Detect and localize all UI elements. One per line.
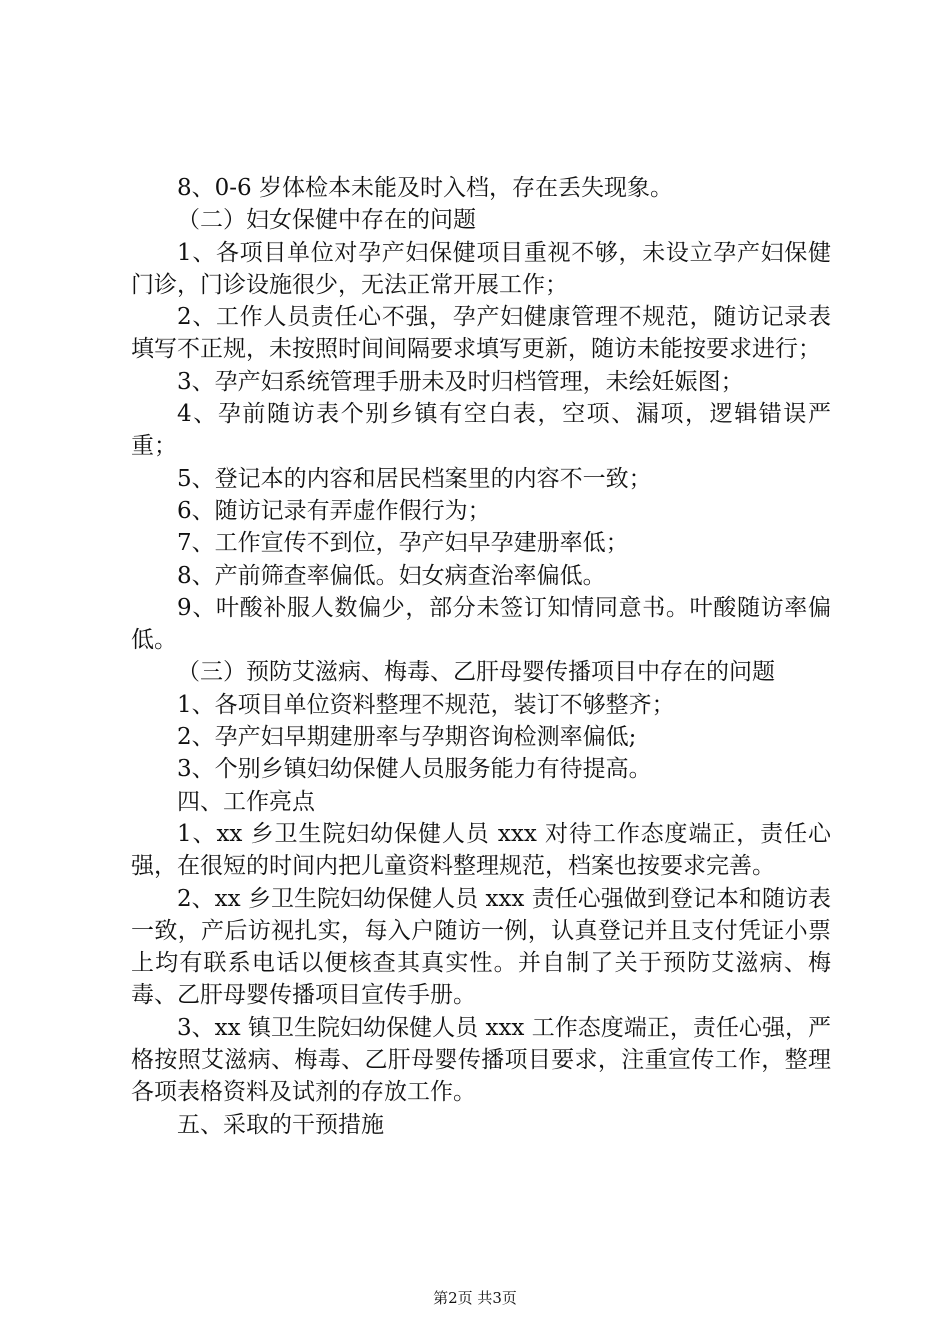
section-heading-womens-health: （二）妇女保健中存在的问题 (177, 207, 476, 234)
paragraph-item-8: 8、产前筛查率偏低。妇女病查治率偏低。 (177, 562, 606, 589)
paragraph-item-3: 3、孕产妇系统管理手册未及时归档管理，未绘妊娠图； (177, 368, 744, 395)
section-heading-transmission-prevention: （三）预防艾滋病、梅毒、乙肝母婴传播项目中存在的问题 (177, 659, 775, 686)
paragraph-item-9: 9、叶酸补服人数偏少，部分未签订知情同意书。叶酸随访率偏低。 (131, 594, 831, 654)
paragraph-highlight-3: 3、xx 镇卫生院妇幼保健人员 xxx 工作态度端正，责任心强，严格按照艾滋病、梅毒、乙肝母婴传播项目要求，注重宣传工作，整理各项表格资料及试剂的存放工作。 (131, 1014, 831, 1106)
paragraph-prevention-item-2: 2、孕产妇早期建册率与孕期咨询检测率偏低; (177, 724, 637, 751)
paragraph-item-1: 1、各项目单位对孕产妇保健项目重视不够，未设立孕产妇保健门诊，门诊设施很少，无法正常开展工作； (131, 239, 831, 298)
document-body (131, 172, 831, 1141)
paragraph-prevention-item-3: 3、个别乡镇妇幼保健人员服务能力有待提高。 (177, 756, 652, 783)
section-heading-highlights: 四、工作亮点 (177, 788, 315, 815)
paragraph-item-7: 7、工作宣传不到位，孕产妇早孕建册率低； (177, 530, 629, 557)
paragraph-highlight-1: 1、xx 乡卫生院妇幼保健人员 xxx 对待工作态度端正，责任心强，在很短的时间内把儿童资料整理规范，档案也按要求完善。 (131, 820, 831, 880)
paragraph-item-2: 2、工作人员责任心不强，孕产妇健康管理不规范，随访记录表填写不正规，未按照时间间隔要求填写更新，随访未能按要求进行； (131, 304, 831, 363)
paragraph-item-4: 4、孕前随访表个别乡镇有空白表，空项、漏项，逻辑错误严重； (131, 401, 831, 460)
paragraph-prevention-item-1: 1、各项目单位资料整理不规范，装订不够整齐； (177, 691, 675, 718)
paragraph-highlight-2: 2、xx 乡卫生院妇幼保健人员 xxx 责任心强做到登记本和随访表一致，产后访视扎实，每入户随访一例，认真登记并且支付凭证小票上均有联系电话以便核查其真实性。并自制了关于预防艾滋病、梅毒、乙肝母婴传播项目宣传手册。 (131, 885, 831, 1009)
paragraph-item-5: 5、登记本的内容和居民档案里的内容不一致； (177, 465, 652, 492)
section-heading-interventions: 五、采取的干预措施 (177, 1111, 384, 1138)
paragraph-item-8-checkup-filing: 8、0-6 岁体检本未能及时入档，存在丢失现象。 (177, 175, 673, 201)
paragraph-item-6: 6、随访记录有弄虚作假行为； (177, 497, 491, 524)
page-number-footer: 第2页 共3页 (433, 1289, 517, 1307)
